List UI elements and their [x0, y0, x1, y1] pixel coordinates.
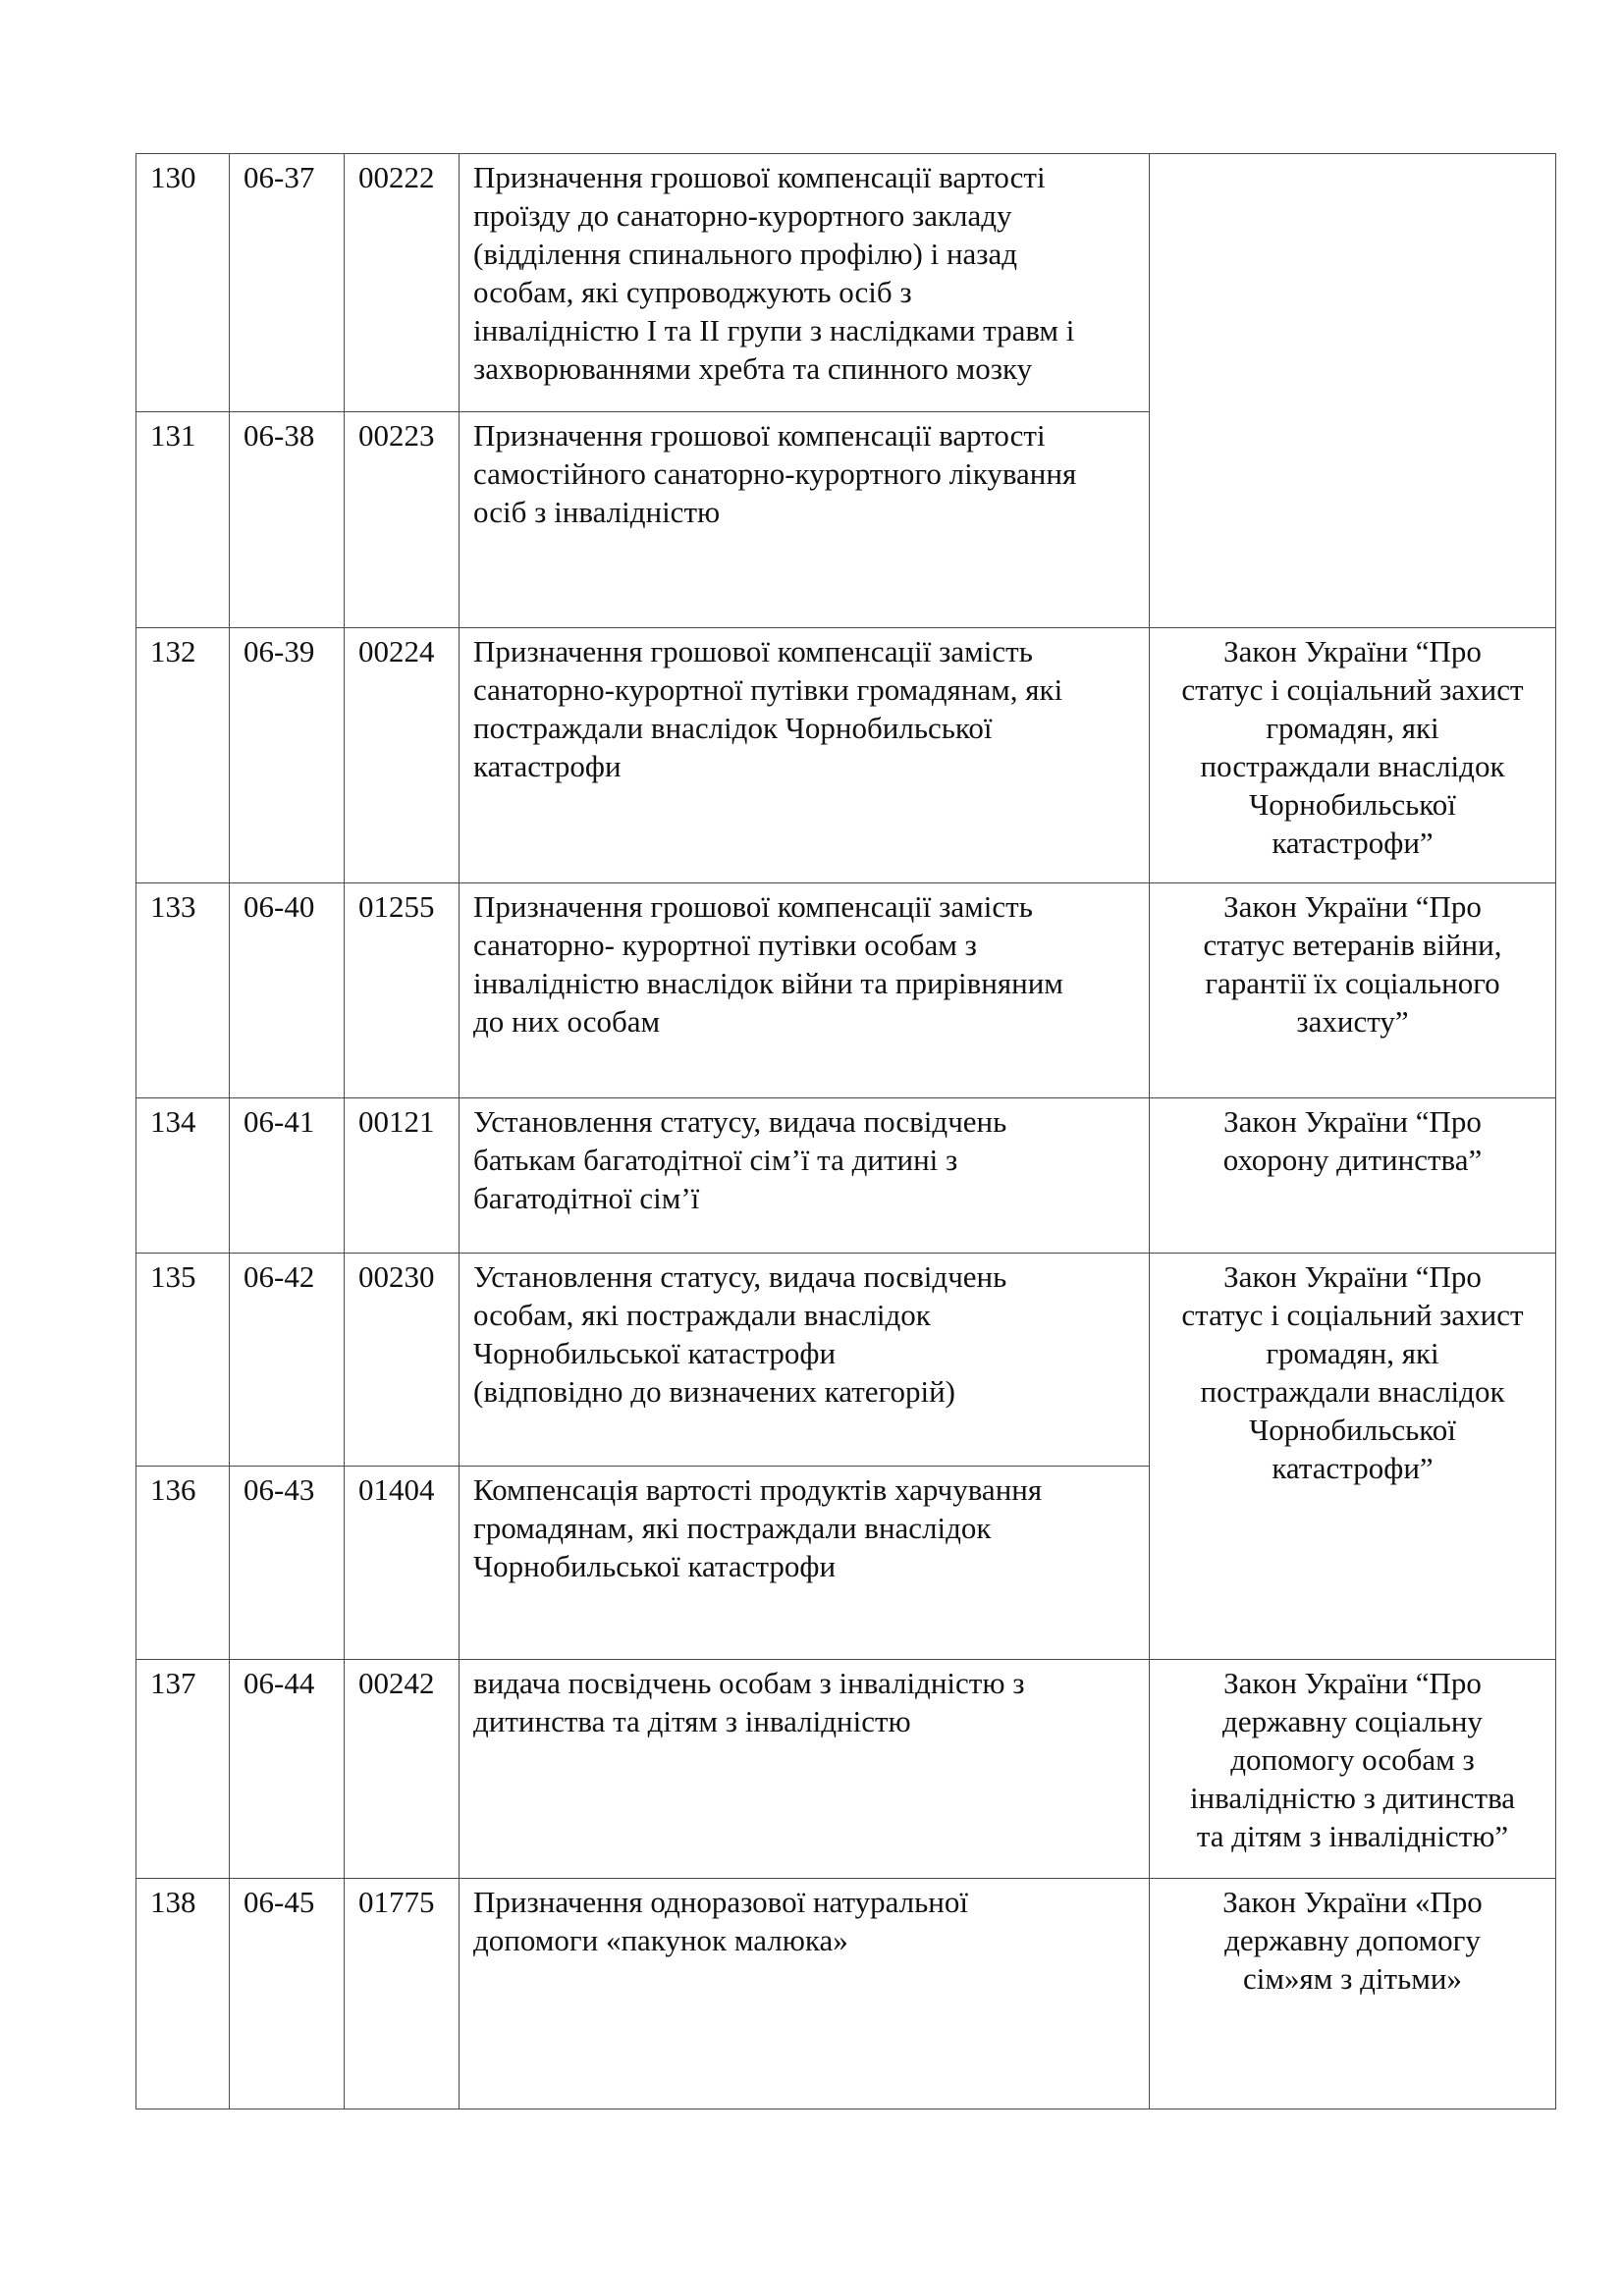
registry-code: 00224	[345, 628, 460, 883]
legal-basis	[1150, 154, 1556, 628]
row-number: 138	[136, 1879, 230, 2109]
legal-basis: Закон України “Про статус і соціальний захист громадян, які постраждали внаслідок Чорнобильської катастрофи”	[1150, 628, 1556, 883]
row-number: 137	[136, 1660, 230, 1879]
table-row	[136, 1254, 1556, 1467]
row-number: 131	[136, 412, 230, 628]
legal-basis: Закон України “Про охорону дитинства”	[1150, 1098, 1556, 1254]
legal-basis: Закон України «Про державну допомогу сім»ям з дітьми»	[1150, 1879, 1556, 2109]
service-code: 06-40	[230, 883, 345, 1098]
legal-basis: Закон України “Про статус ветеранів війни, гарантії їх соціального захисту”	[1150, 883, 1556, 1098]
registry-code: 00121	[345, 1098, 460, 1254]
service-code: 06-42	[230, 1254, 345, 1467]
table-row	[136, 154, 1556, 412]
legal-basis: Закон України “Про статус і соціальний захист громадян, які постраждали внаслідок Чорнобильської катастрофи”	[1150, 1254, 1556, 1660]
service-code: 06-44	[230, 1660, 345, 1879]
service-description: Призначення грошової компенсації вартості самостійного санаторно-курортного лікування осіб з інвалідністю	[460, 412, 1150, 628]
service-code: 06-45	[230, 1879, 345, 2109]
row-number: 134	[136, 1098, 230, 1254]
table-row	[136, 628, 1556, 883]
service-description: Призначення грошової компенсації вартості проїзду до санаторно-курортного закладу (відділення спинального профілю) і назад особам, які супроводжують осіб з інвалідністю І та ІІ групи з наслідками травм і захворюваннями хребта та спинного мозку	[460, 154, 1150, 412]
registry-code: 01775	[345, 1879, 460, 2109]
registry-code: 00242	[345, 1660, 460, 1879]
table-row	[136, 1660, 1556, 1879]
table-row	[136, 1098, 1556, 1254]
row-number: 135	[136, 1254, 230, 1467]
service-description: Призначення грошової компенсації замість санаторно- курортної путівки особам з інвалідністю внаслідок війни та прирівняним до них особам	[460, 883, 1150, 1098]
service-code: 06-43	[230, 1467, 345, 1660]
table-row	[136, 1879, 1556, 2109]
service-code: 06-37	[230, 154, 345, 412]
service-description: Компенсація вартості продуктів харчування громадянам, які постраждали внаслідок Чорнобильської катастрофи	[460, 1467, 1150, 1660]
registry-code: 00222	[345, 154, 460, 412]
registry-code: 00223	[345, 412, 460, 628]
legal-basis: Закон України “Про державну соціальну допомогу особам з інвалідністю з дитинства та дітям з інвалідністю”	[1150, 1660, 1556, 1879]
row-number: 130	[136, 154, 230, 412]
service-code: 06-41	[230, 1098, 345, 1254]
service-description: Призначення грошової компенсації замість санаторно-курортної путівки громадянам, які постраждали внаслідок Чорнобильської катастрофи	[460, 628, 1150, 883]
service-description: Установлення статусу, видача посвідчень батькам багатодітної сім’ї та дитині з багатодітної сім’ї	[460, 1098, 1150, 1254]
row-number: 133	[136, 883, 230, 1098]
registry-code: 01255	[345, 883, 460, 1098]
service-description: Призначення одноразової натуральної допомоги «пакунок малюка»	[460, 1879, 1150, 2109]
services-table	[135, 153, 1556, 2109]
registry-code: 00230	[345, 1254, 460, 1467]
row-number: 132	[136, 628, 230, 883]
row-number: 136	[136, 1467, 230, 1660]
service-description: видача посвідчень особам з інвалідністю з дитинства та дітям з інвалідністю	[460, 1660, 1150, 1879]
registry-code: 01404	[345, 1467, 460, 1660]
service-description: Установлення статусу, видача посвідчень особам, які постраждали внаслідок Чорнобильської катастрофи (відповідно до визначених категорій)	[460, 1254, 1150, 1467]
service-code: 06-38	[230, 412, 345, 628]
table-row	[136, 883, 1556, 1098]
service-code: 06-39	[230, 628, 345, 883]
